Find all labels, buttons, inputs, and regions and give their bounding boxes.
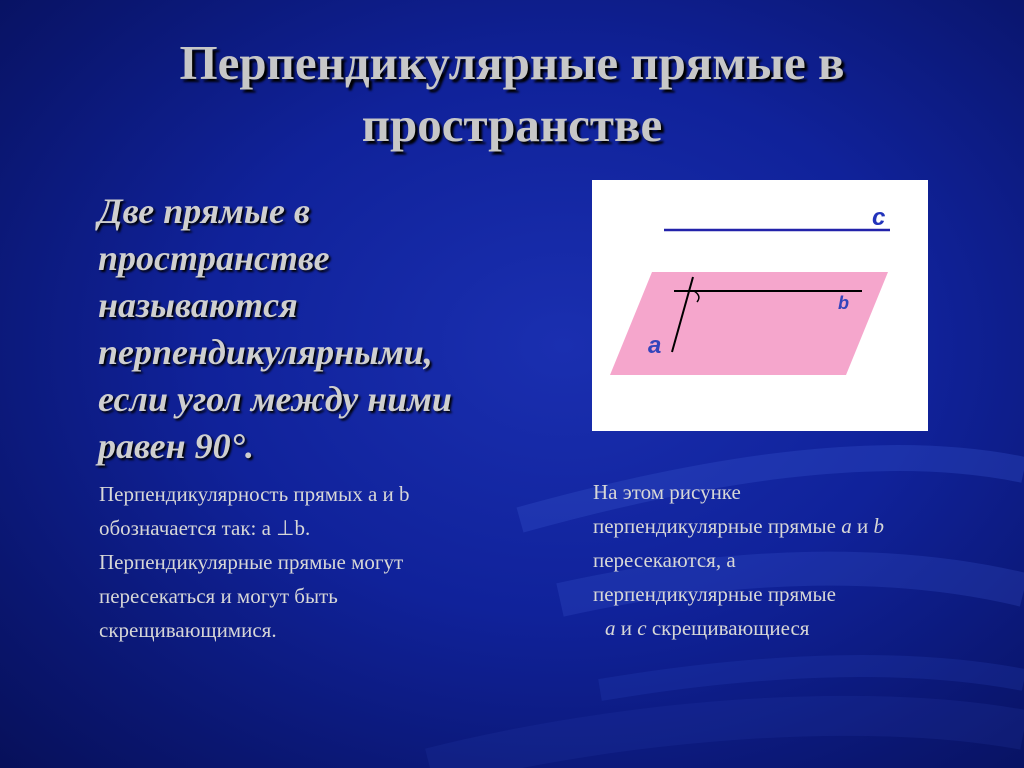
caption-text: и xyxy=(615,616,638,640)
label-c: c xyxy=(872,204,886,231)
caption-line-3: пересекаются, а xyxy=(593,548,736,572)
caption-line-1: На этом рисунке xyxy=(593,480,741,504)
caption-line-2 xyxy=(593,509,993,543)
label-b: b xyxy=(838,293,849,313)
caption-var-a: а xyxy=(605,616,616,640)
title-line-2: пространстве xyxy=(361,97,663,152)
geometry-figure xyxy=(592,180,928,431)
slide-title xyxy=(0,32,1024,156)
caption-text: перпендикулярные прямые xyxy=(593,514,842,538)
caption-var-a: a xyxy=(841,514,852,538)
caption-text: скрещивающиеся xyxy=(646,616,810,640)
label-a: a xyxy=(648,332,662,359)
notation-note: Перпендикулярность прямых а и b обозначается так: а ⊥b. Перпендикулярные прямые могут пересекаться и могут быть скрещивающимися. xyxy=(99,482,410,642)
figure-caption xyxy=(593,475,993,645)
title-line-1: Перпендикулярные прямые в xyxy=(179,35,845,90)
definition-text: Две прямые в пространстве называются перпендикулярными, если угол между ними равен 90°. xyxy=(98,191,452,466)
plane xyxy=(610,272,888,375)
caption-line-5 xyxy=(593,611,993,645)
caption-var-b: b xyxy=(873,514,884,538)
caption-var-c: c xyxy=(637,616,647,640)
caption-line-4: перпендикулярные прямые xyxy=(593,582,836,606)
caption-text: и xyxy=(851,514,874,538)
